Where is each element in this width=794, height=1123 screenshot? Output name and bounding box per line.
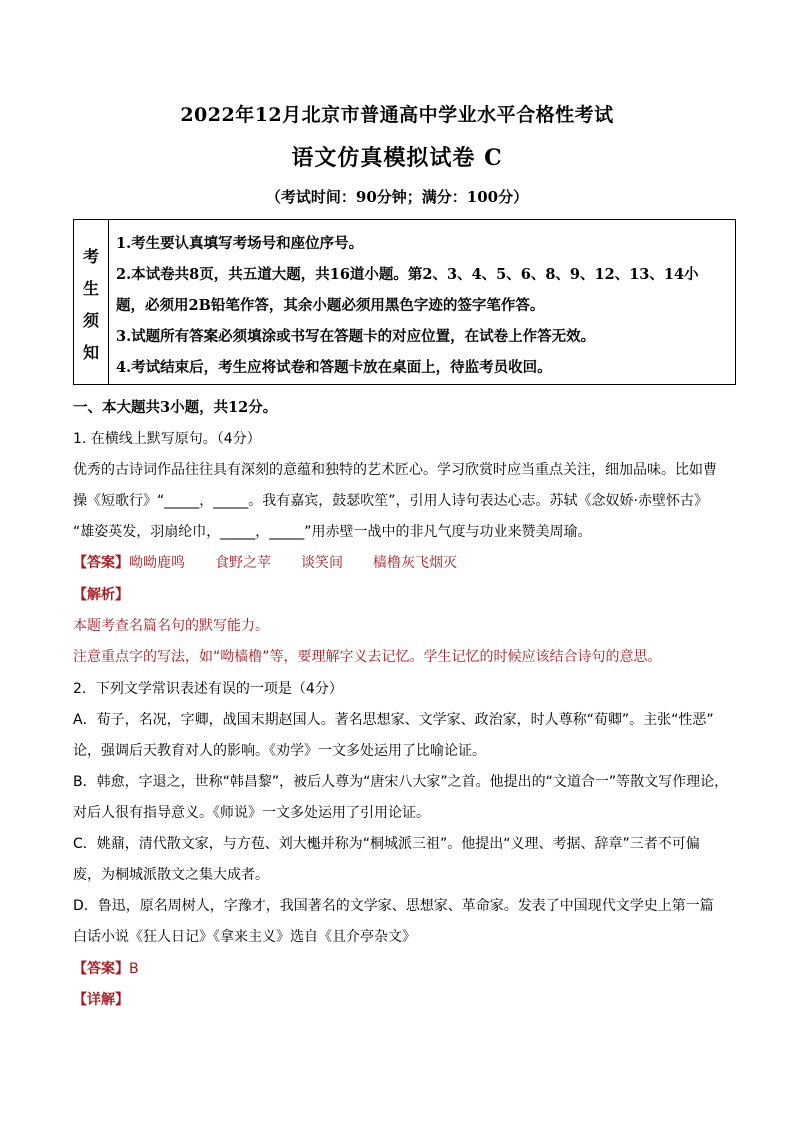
exam-subtitle: 语文仿真模拟试卷 C [291, 145, 503, 171]
section-heading: 一、本大题共3小题，共12分。 [73, 399, 278, 416]
notice-line: 2.本试卷共8页，共五道大题，共16道小题。第2、3、4、5、6、8、9、12、13、14小 [116, 266, 699, 283]
notice-label-char: 考 [82, 247, 99, 266]
notice-line: 4.考试结束后，考生应将试卷和答题卡放在桌面上，待监考员收回。 [116, 359, 552, 376]
analysis-text: 本题考查名篇名句的默写能力。 [73, 618, 269, 634]
option-text: 废，为桐城派散文之集大成者。 [73, 867, 269, 883]
option-text: 论，强调后天教育对人的影响。《劝学》一文多处运用了比喻论证。 [73, 743, 486, 759]
question-stem: 2．下列文学常识表述有误的一项是（4分） [73, 681, 343, 697]
answer-item: 樯橹灰飞烟灭 [373, 555, 457, 571]
notice-label-char: 生 [82, 279, 99, 298]
question-stem: 1. 在横线上默写原句。（4分） [73, 431, 261, 447]
question-text: 操《短歌行》“_____，_____。我有嘉宾，鼓瑟吹笙”，引用人诗句表达心志。苏轼《念奴娇·赤壁怀古》 [73, 493, 708, 509]
option-text: D．鲁迅，原名周树人，字豫才，我国著名的文学家、思想家、革命家。发表了中国现代文学史上第一篇 [73, 898, 714, 914]
option-text: 白话小说《狂人日记》《拿来主义》选自《且介亭杂文》 [73, 929, 416, 945]
question-text: “雄姿英发，羽扇纶巾，_____，_____”用赤壁一战中的非凡气度与功业来赞美周瑜。 [73, 524, 592, 540]
notice-label-char: 须 [82, 311, 99, 330]
answer-item: 谈笑间 [301, 555, 343, 571]
notice-line: 1.考生要认真填写考场号和座位序号。 [116, 235, 364, 252]
question-text: 优秀的古诗词作品往往具有深刻的意蕴和独特的艺术匠心。学习欣赏时应当重点关注，细加品味。比如曹 [73, 462, 717, 478]
answer-line [73, 552, 487, 572]
analysis-text: 注意重点字的写法，如“呦樯橹”等，要理解字义去记忆。学生记忆的时候应该结合诗句的意思。 [73, 649, 662, 665]
answer-line [73, 958, 139, 978]
answer-value: B [129, 961, 139, 977]
notice-label-char: 知 [82, 343, 99, 362]
exam-info: （考试时间：90分钟；满分：100分） [265, 188, 529, 206]
option-text: C．姚鼐，清代散文家，与方苞、刘大櫆并称为“桐城派三祖”。他提出“义理、考据、辞章”三者不可偏 [73, 836, 700, 852]
notice-line: 3.试题所有答案必须填涂或书写在答题卡的对应位置，在试卷上作答无效。 [116, 328, 596, 345]
detail-label: 【详解】 [73, 992, 129, 1008]
notice-line: 题，必须用2B铅笔作答，其余小题必须用黑色字迹的签字笔作答。 [116, 297, 545, 314]
notice-box [73, 219, 736, 385]
answer-item: 呦呦鹿鸣 [129, 555, 185, 571]
option-text: A．荀子，名况，字卿，战国末期赵国人。著名思想家、文学家、政治家，时人尊称“荀卿”。主张“性恶” [73, 712, 714, 728]
answer-label: 【答案】 [73, 555, 129, 571]
option-text: 对后人很有指导意义。《师说》一文多处运用了引用论证。 [73, 805, 430, 821]
option-text: B．韩愈，字退之，世称“韩昌黎”，被后人尊为“唐宋八大家”之首。他提出的“文道合一”等散文写作理论， [73, 774, 729, 790]
answer-item: 食野之苹 [215, 555, 271, 571]
exam-title: 2022年12月北京市普通高中学业水平合格性考试 [180, 104, 614, 126]
notice-label [74, 220, 109, 384]
answer-label: 【答案】 [73, 961, 129, 977]
analysis-label: 【解析】 [73, 587, 129, 603]
